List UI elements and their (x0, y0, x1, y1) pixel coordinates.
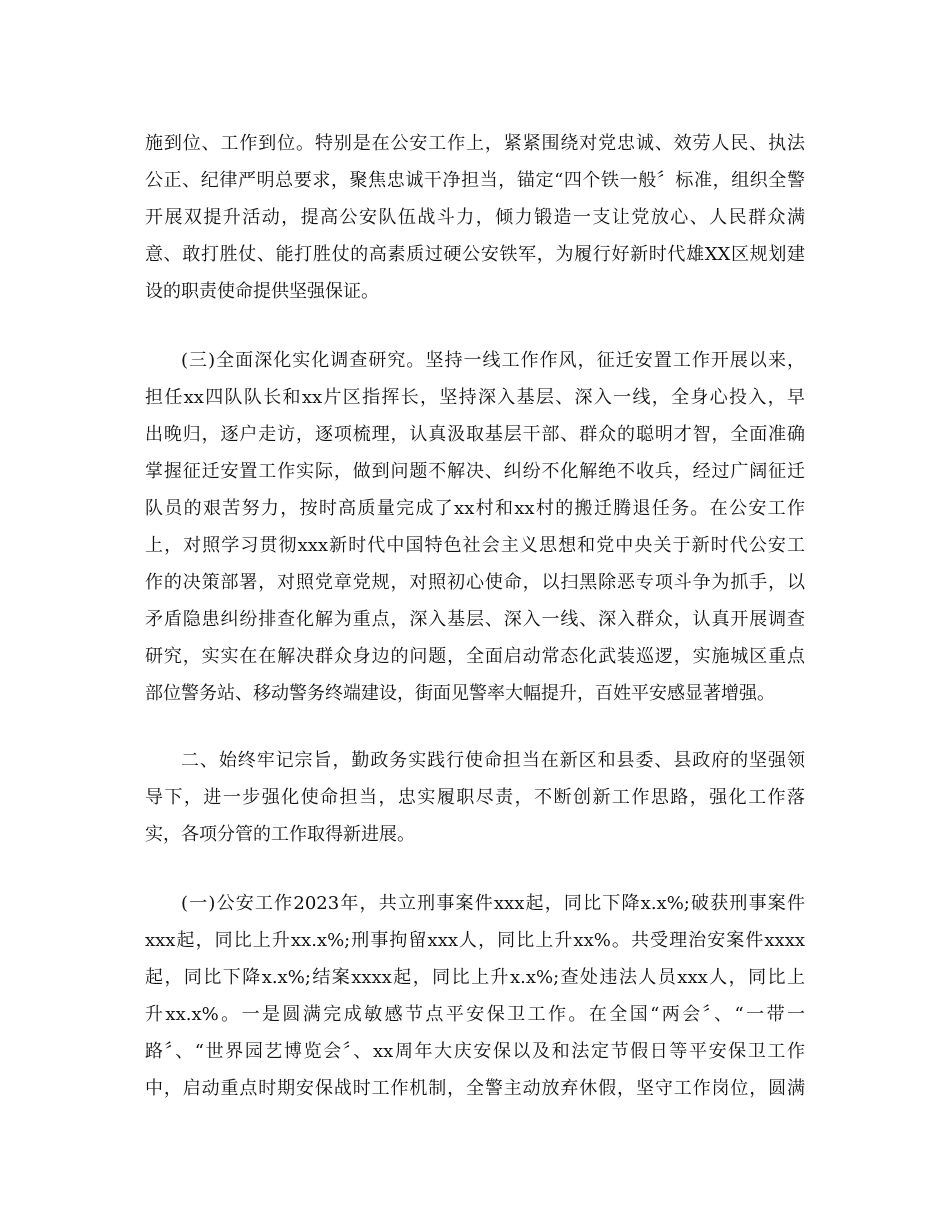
paragraph-4-line-5: 路〞、“世界园艺博览会〞、xx周年大庆安保以及和法定节假日等平安保卫工作 (145, 1041, 805, 1062)
paragraph-4-line-4: 升xx.x%。一是圆满完成敏感节点平安保卫工作。在全国“两会〞、“一带一 (145, 1004, 805, 1025)
paragraph-2-line-8: 矛盾隐患纠纷排查化解为重点，深入基层、深入一线、深入群众，认真开展调查 (145, 609, 805, 630)
paragraph-4-line-1: (一)公安工作2023年，共立刑事案件xxx起，同比下降x.x%;破获刑事案件 (181, 893, 805, 914)
paragraph-1-line-2: 公正、纪律严明总要求，聚焦忠诚干净担当，锚定“四个铁一般〞标准，组织全警 (145, 170, 805, 191)
paragraph-4-line-2: xxx起，同比上升xx.x%;刑事拘留xxx人，同比上升xx%。共受理治安案件xxxx (145, 930, 805, 951)
paragraph-3-line-3: 实，各项分管的工作取得新进展。 (145, 824, 415, 845)
paragraph-2-line-10: 部位警务站、移动警务终端建设，街面见警率大幅提升，百姓平安感显著增强。 (145, 683, 775, 704)
paragraph-1-line-4: 意、敢打胜仗、能打胜仗的高素质过硬公安铁军，为履行好新时代雄XX区规划建 (145, 244, 805, 265)
paragraph-1-line-1: 施到位、工作到位。特别是在公安工作上，紧紧围绕对党忠诚、效劳人民、执法 (145, 133, 805, 154)
paragraph-2-line-4: 掌握征迁安置工作实际，做到问题不解决、纠纷不化解绝不收兵，经过广阔征迁 (145, 461, 805, 482)
paragraph-2-line-9: 研究，实实在在解决群众身边的问题，全面启动常态化武装巡逻，实施城区重点 (145, 646, 805, 667)
paragraph-2-line-2: 担任xx四队队长和xx片区指挥长，坚持深入基层、深入一线，全身心投入，早 (145, 387, 805, 408)
paragraph-2-line-6: 上，对照学习贯彻xxx新时代中国特色社会主义思想和党中央关于新时代公安工 (145, 535, 805, 556)
paragraph-3-line-1: 二、始终牢记宗旨，勤政务实践行使命担当在新区和县委、县政府的坚强领 (181, 750, 805, 771)
paragraph-1-line-3: 开展双提升活动，提高公安队伍战斗力，倾力锻造一支让党放心、人民群众满 (145, 207, 805, 228)
paragraph-1-line-5: 设的职责使命提供坚强保证。 (145, 281, 379, 302)
paragraph-2-line-7: 作的决策部署，对照党章党规，对照初心使命，以扫黑除恶专项斗争为抓手，以 (145, 572, 805, 593)
paragraph-2-line-5: 队员的艰苦努力，按时高质量完成了xx村和xx村的搬迁腾退任务。在公安工作 (145, 498, 805, 519)
paragraph-4-line-6: 中，启动重点时期安保战时工作机制，全警主动放弃休假，坚守工作岗位，圆满 (145, 1078, 805, 1099)
paragraph-3-line-2: 导下，进一步强化使命担当，忠实履职尽责，不断创新工作思路，强化工作落 (145, 787, 805, 808)
paragraph-4-line-3: 起，同比下降x.x%;结案xxxx起，同比上升x.x%;查处违法人员xxx人，同比上 (145, 967, 805, 988)
paragraph-2-line-3: 出晚归，逐户走访，逐项梳理，认真汲取基层干部、群众的聪明才智，全面准确 (145, 424, 805, 445)
paragraph-2-line-1: (三)全面深化实化调查研究。坚持一线工作作风，征迁安置工作开展以来， (181, 350, 805, 371)
